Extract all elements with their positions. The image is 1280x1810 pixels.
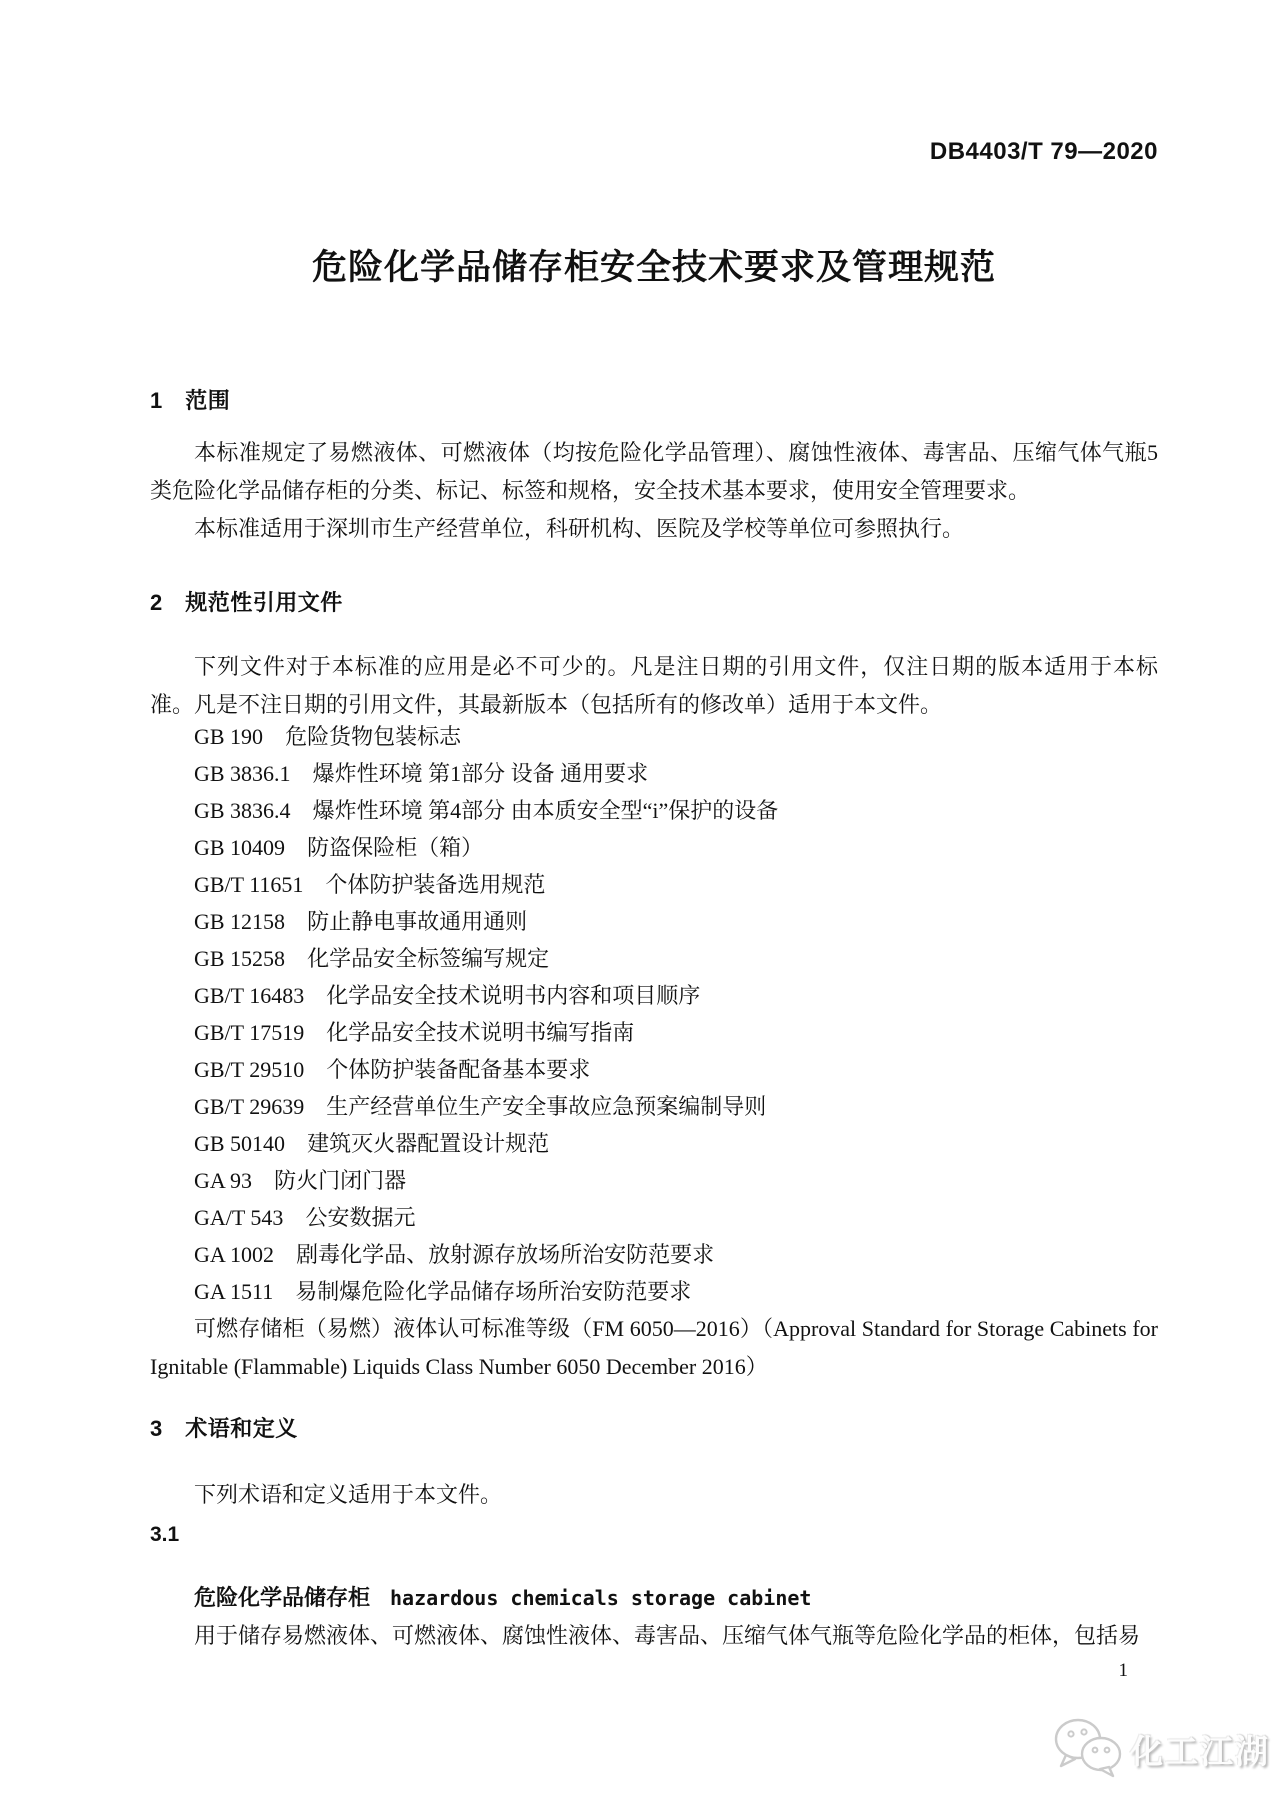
scope-paragraph-1: 本标准规定了易燃液体、可燃液体（均按危险化学品管理）、腐蚀性液体、毒害品、压缩气体气瓶5类危险化学品储存柜的分类、标记、标签和规格，安全技术基本要求，使用安全管理要求。 xyxy=(150,440,1158,503)
reference-code: GA 1002 xyxy=(194,1242,275,1267)
watermark xyxy=(1052,1716,1272,1782)
fm-reference-paragraph: 可燃存储柜（易燃）液体认可标准等级（FM 6050—2016）（Approval Standard for Storage Cabinets for Ignitable (Flammable) Liquids Class Number 6050 December 2016） xyxy=(150,1316,1158,1379)
reference-title: 爆炸性环境 第1部分 设备 通用要求 xyxy=(312,761,649,786)
reference-title: 易制爆危险化学品储存场所治安防范要求 xyxy=(295,1279,692,1304)
reference-item xyxy=(150,903,1158,940)
reference-title: 剧毒化学品、放射源存放场所治安防范要求 xyxy=(296,1242,715,1267)
reference-item xyxy=(150,755,1158,792)
section-2-heading: 2 规范性引用文件 xyxy=(150,590,343,615)
reference-item xyxy=(150,1088,1158,1125)
reference-code: GB 50140 xyxy=(194,1131,286,1156)
scope-paragraph-2: 本标准适用于深圳市生产经营单位，科研机构、医院及学校等单位可参照执行。 xyxy=(194,516,965,541)
reference-item xyxy=(150,1162,1158,1199)
reference-item xyxy=(150,1236,1158,1273)
normative-reference-list xyxy=(150,718,1158,1310)
term-chinese: 危险化学品储存柜 xyxy=(194,1585,371,1610)
term-definition-paragraph: 用于储存易燃液体、可燃液体、腐蚀性液体、毒害品、压缩气体气瓶等危险化学品的柜体，包括易 xyxy=(194,1623,1141,1648)
section-1-heading: 1 范围 xyxy=(150,388,231,413)
reference-code: GA 1511 xyxy=(194,1279,274,1304)
reference-item xyxy=(150,1125,1158,1162)
reference-code: GB/T 16483 xyxy=(194,983,305,1008)
watermark-label: 化工江湖 xyxy=(1130,1732,1270,1770)
fm-reference-block xyxy=(150,1310,1158,1386)
reference-code: GB 12158 xyxy=(194,909,286,934)
reference-code: GB/T 17519 xyxy=(194,1020,305,1045)
standard-code: DB4403/T 79—2020 xyxy=(929,138,1158,165)
reference-item xyxy=(150,718,1158,755)
reference-title: 化学品安全技术说明书内容和项目顺序 xyxy=(326,983,701,1008)
reference-code: GB 3836.1 xyxy=(194,761,291,786)
term-line xyxy=(150,1579,1158,1620)
reference-code: GA/T 543 xyxy=(194,1205,284,1230)
reference-item xyxy=(150,1273,1158,1310)
normative-intro-paragraph: 下列文件对于本标准的应用是必不可少的。凡是注日期的引用文件，仅注日期的版本适用于本标准。凡是不注日期的引用文件，其最新版本（包括所有的修改单）适用于本文件。 xyxy=(150,654,1158,717)
reference-title: 爆炸性环境 第4部分 由本质安全型“i”保护的设备 xyxy=(312,798,779,823)
reference-item xyxy=(150,977,1158,1014)
reference-code: GA 93 xyxy=(194,1168,253,1193)
reference-item xyxy=(150,1051,1158,1088)
page-title: 危险化学品储存柜安全技术要求及管理规范 xyxy=(311,248,996,287)
reference-item xyxy=(150,829,1158,866)
reference-item xyxy=(150,866,1158,903)
reference-title: 防火门闭门器 xyxy=(274,1168,407,1193)
reference-item xyxy=(150,792,1158,829)
terms-intro-paragraph: 下列术语和定义适用于本文件。 xyxy=(194,1482,503,1507)
section-2-intro xyxy=(150,648,1158,724)
reference-code: GB/T 29510 xyxy=(194,1057,305,1082)
reference-title: 个体防护装备选用规范 xyxy=(325,872,546,897)
reference-code: GB 10409 xyxy=(194,835,286,860)
reference-code: GB 190 xyxy=(194,724,264,749)
reference-code: GB 3836.4 xyxy=(194,798,291,823)
reference-title: 防盗保险柜（箱） xyxy=(307,835,484,860)
reference-code: GB/T 29639 xyxy=(194,1094,305,1119)
clause-number-3-1: 3.1 xyxy=(150,1523,180,1546)
page-number: 1 xyxy=(1118,1660,1128,1681)
reference-title: 化学品安全标签编写规定 xyxy=(307,946,550,971)
term-definition-block xyxy=(150,1617,1158,1655)
reference-title: 生产经营单位生产安全事故应急预案编制导则 xyxy=(326,1094,767,1119)
reference-title: 建筑灭火器配置设计规范 xyxy=(307,1131,550,1156)
term-english: hazardous chemicals storage cabinet xyxy=(390,1586,812,1610)
reference-title: 防止静电事故通用通则 xyxy=(307,909,528,934)
wechat-icon xyxy=(1052,1716,1124,1783)
reference-code: GB/T 11651 xyxy=(194,872,304,897)
reference-item xyxy=(150,1014,1158,1051)
section-3-intro xyxy=(150,1476,1158,1514)
reference-item xyxy=(150,1199,1158,1236)
reference-title: 化学品安全技术说明书编写指南 xyxy=(326,1020,635,1045)
section-1-body xyxy=(150,434,1158,548)
reference-code: GB 15258 xyxy=(194,946,286,971)
reference-item xyxy=(150,940,1158,977)
reference-title: 危险货物包装标志 xyxy=(285,724,462,749)
reference-title: 公安数据元 xyxy=(305,1205,416,1230)
reference-title: 个体防护装备配备基本要求 xyxy=(326,1057,591,1082)
section-3-heading: 3 术语和定义 xyxy=(150,1416,298,1441)
